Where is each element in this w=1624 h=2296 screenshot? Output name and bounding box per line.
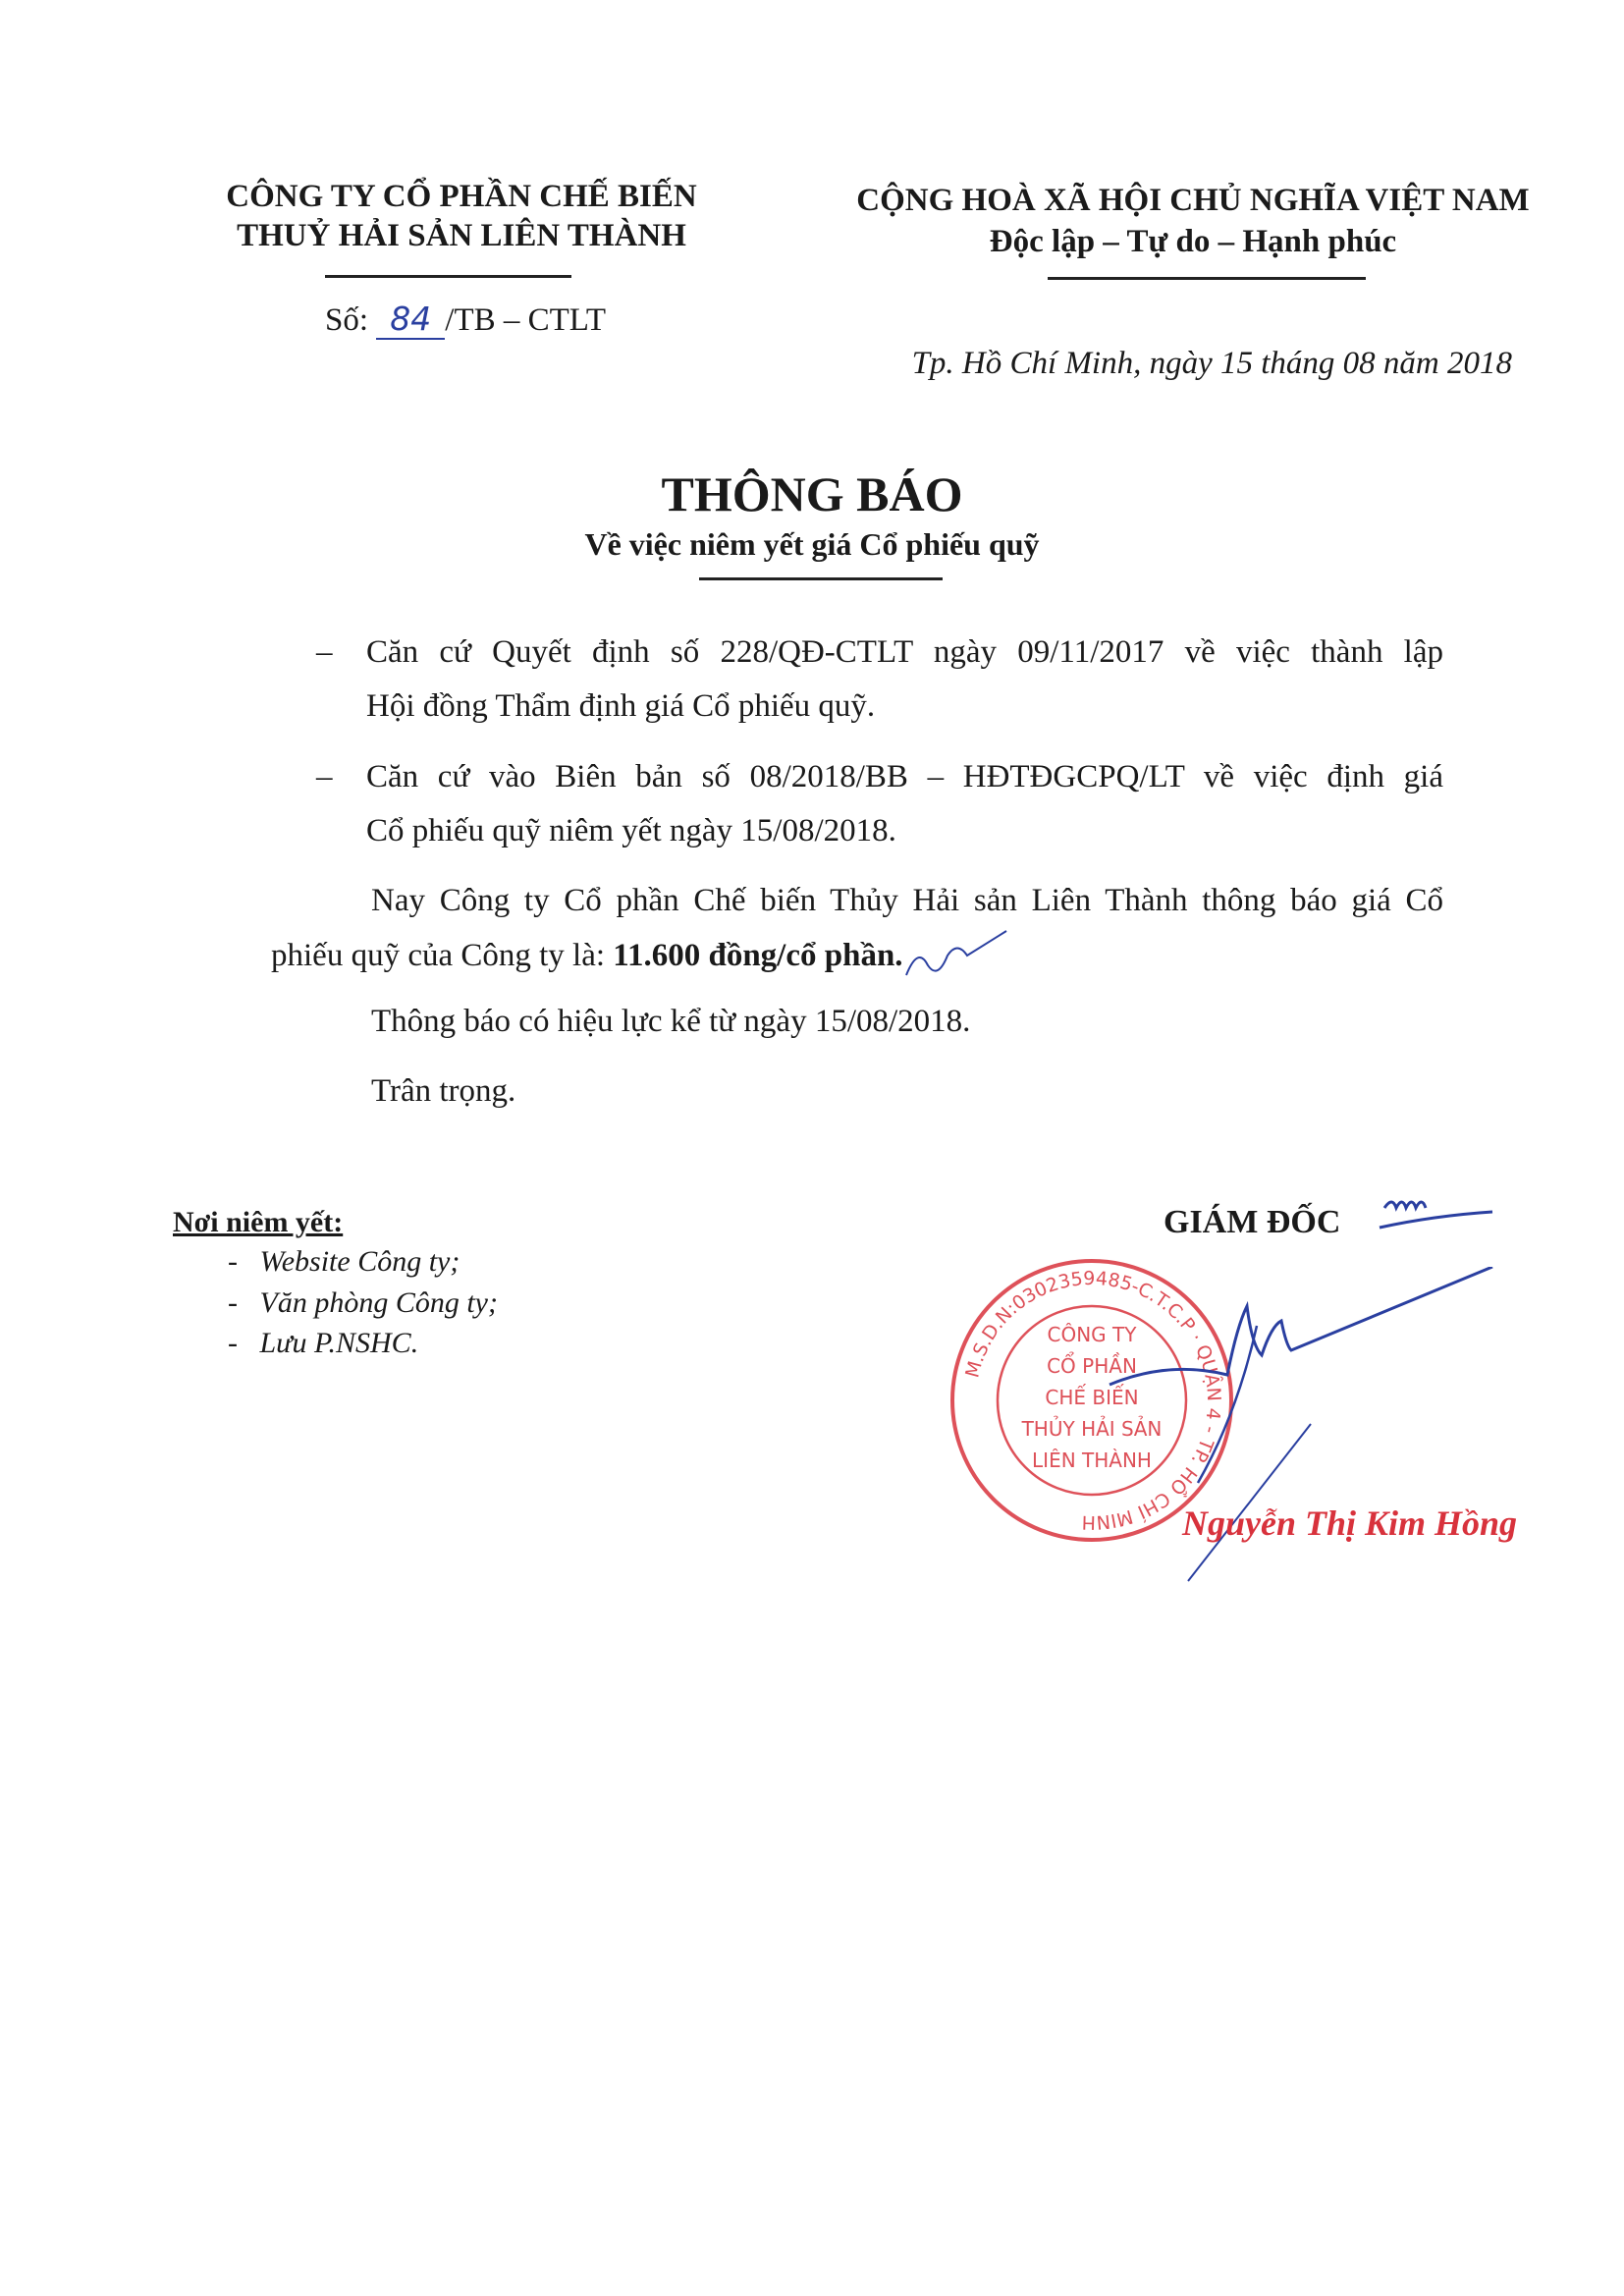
announcement-line1: Nay Công ty Cổ phần Chế biến Thủy Hải sản Liên Thành thông báo giá Cổ [371, 883, 1443, 918]
bullet-dash: – [316, 759, 333, 794]
distribution-heading: Nơi niêm yết: [173, 1206, 344, 1238]
document-date: Tp. Hồ Chí Minh, ngày 15 tháng 08 năm 2018 [911, 346, 1512, 381]
national-motto: Độc lập – Tự do – Hạnh phúc [989, 224, 1397, 259]
signatory-role: GIÁM ĐỐC [1164, 1204, 1341, 1240]
distribution-item: - Lưu P.NSHC. [228, 1327, 419, 1359]
price-value: 11.600 đồng/cổ phần. [613, 938, 903, 973]
announcement-prefix: phiếu quỹ của Công ty là: [271, 938, 614, 973]
role-initial-icon [1375, 1188, 1502, 1237]
initial-mark-icon [898, 926, 1016, 985]
bullet-dash: – [316, 634, 333, 670]
distribution-item-label: Website Công ty; [259, 1245, 460, 1278]
effective-date: Thông báo có hiệu lực kể từ ngày 15/08/2018. [371, 1004, 971, 1039]
document-number [325, 300, 606, 340]
distribution-item-label: Văn phòng Công ty; [259, 1286, 498, 1319]
national-title: CỘNG HOÀ XÃ HỘI CHỦ NGHĨA VIỆT NAM [856, 183, 1530, 218]
announcement-line2 [271, 938, 903, 974]
stamp-line: CỔ PHẦN [1047, 1354, 1137, 1378]
stamp-line: CHẾ BIẾN [1045, 1386, 1139, 1409]
title-divider [699, 577, 943, 580]
bullet-2-line2: Cổ phiếu quỹ niêm yết ngày 15/08/2018. [366, 813, 896, 848]
distribution-item: - Website Công ty; [228, 1245, 460, 1278]
distribution-item-label: Lưu P.NSHC. [259, 1327, 419, 1359]
bullet-2-line1: Căn cứ vào Biên bản số 08/2018/BB – HĐTĐGCPQ/LT về việc định giá [366, 759, 1443, 794]
company-name-line2: THUỶ HẢI SẢN LIÊN THÀNH [237, 218, 686, 253]
number-handwritten: 84 [376, 300, 445, 340]
number-suffix: /TB – CTLT [445, 302, 607, 338]
bullet-1-line2: Hội đồng Thẩm định giá Cổ phiếu quỹ. [366, 688, 876, 724]
number-prefix: Số: [325, 302, 369, 338]
stamp-line: THỦY HẢI SẢN [1021, 1417, 1163, 1441]
document-subtitle: Về việc niêm yết giá Cổ phiếu quỹ [584, 526, 1040, 562]
document-title: THÔNG BÁO [661, 466, 963, 521]
signatory-name: Nguyễn Thị Kim Hồng [1182, 1503, 1518, 1543]
header-right-divider [1048, 277, 1366, 280]
company-name-line1: CÔNG TY CỔ PHẦN CHẾ BIẾN [226, 179, 697, 214]
header-left-divider [325, 275, 571, 278]
closing: Trân trọng. [371, 1073, 516, 1109]
bullet-1-line1: Căn cứ Quyết định số 228/QĐ-CTLT ngày 09/11/2017 về việc thành lập [366, 634, 1443, 670]
stamp-line: LIÊN THÀNH [1032, 1449, 1152, 1472]
stamp-line: CÔNG TY [1047, 1323, 1137, 1346]
stamp-ring-text: M.S.D.N:0302359485-C.T.C.P · QUẬN 4 - TP. HỒ CHÍ MINH [961, 1267, 1225, 1534]
distribution-item: - Văn phòng Công ty; [228, 1286, 498, 1319]
